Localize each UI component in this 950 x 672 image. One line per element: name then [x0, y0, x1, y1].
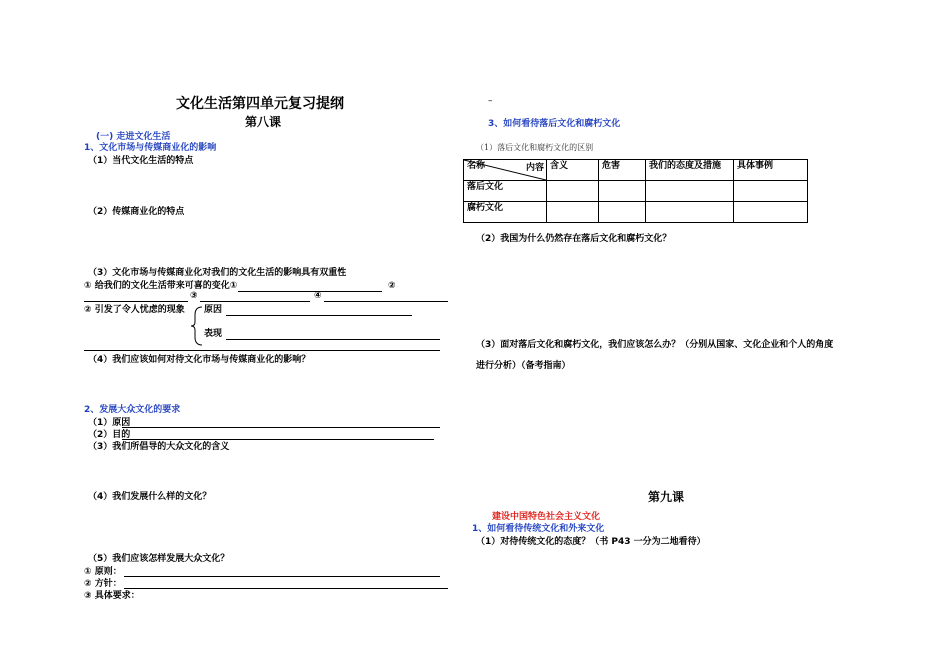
lesson-9-title: 第九课 — [648, 490, 685, 504]
table-header: 我们的态度及措施 — [646, 160, 734, 181]
answer-line — [124, 588, 448, 589]
question-3-3-line2: 进行分析）（备考指南） — [476, 361, 571, 371]
question-2-4: （4）我们发展什么样的文化？ — [88, 492, 212, 502]
row-label: 落后文化 — [464, 181, 547, 202]
table-cell — [646, 181, 734, 202]
answer-line — [200, 301, 310, 302]
lesson-9-subtitle: 建设中国特色社会主义文化 — [492, 512, 601, 522]
table-header: 具体事例 — [734, 160, 808, 181]
manifestation-label: 表现 — [204, 329, 223, 339]
blank-number-2: ② — [388, 281, 396, 291]
stray-dash: – — [488, 96, 493, 106]
question-2-2: （2）目的 — [88, 430, 131, 440]
question-9-1: （1）对待传统文化的态度？（书 P43 一分为二地看待） — [476, 537, 706, 547]
heading-mass-culture: 2、发展大众文化的要求 — [84, 405, 181, 415]
policy-label: ② 方针： — [84, 579, 122, 589]
question-3-2: （2）我国为什么仍然存在落后文化和腐朽文化？ — [476, 234, 672, 244]
row-label: 腐朽文化 — [464, 202, 547, 223]
blank-number-4: ④ — [314, 291, 322, 301]
blank-number-3: ③ — [190, 291, 198, 301]
answer-line — [226, 339, 440, 340]
worrying-phenomenon-label: ② 引发了令人忧虑的现象 — [84, 305, 185, 315]
table-cell — [599, 181, 646, 202]
corner-content: 内容 — [525, 163, 544, 173]
brace-icon — [190, 305, 204, 347]
answer-line — [84, 301, 188, 302]
heading-traditional-culture: 1、如何看待传统文化和外来文化 — [472, 524, 605, 534]
question-2-1: （1）原因 — [88, 418, 131, 428]
principle-label: ① 原则： — [84, 567, 122, 577]
table-header: 危害 — [599, 160, 646, 181]
question-1-4: （4）我们应该如何对待文化市场与传媒商业化的影响？ — [88, 355, 311, 365]
table-corner-cell — [464, 160, 547, 181]
corner-name: 名称 — [467, 161, 486, 171]
answer-line — [124, 576, 440, 577]
answer-line — [122, 439, 434, 440]
comparison-table — [463, 159, 808, 223]
table-cell — [646, 202, 734, 223]
question-1-1: （1）当代文化生活的特点 — [88, 156, 194, 166]
table-row — [464, 181, 808, 202]
lesson-8-title: 第八课 — [245, 115, 282, 129]
cause-label: 原因 — [204, 305, 223, 315]
table-cell — [547, 202, 599, 223]
table-cell — [734, 202, 808, 223]
table-header: 含义 — [547, 160, 599, 181]
heading-culture-market: 1、文化市场与传媒商业化的影响 — [84, 143, 217, 153]
answer-line — [238, 291, 382, 292]
question-1-2: （2）传媒商业化的特点 — [88, 207, 185, 217]
section-heading-1: (一) 走进文化生活 — [96, 132, 171, 142]
answer-line — [122, 427, 440, 428]
heading-backward-culture: 3、如何看待落后文化和腐朽文化 — [488, 119, 621, 129]
table-header-row — [464, 160, 808, 181]
table-row — [464, 202, 808, 223]
table-cell — [547, 181, 599, 202]
answer-line — [84, 350, 440, 351]
question-2-3: （3）我们所倡导的大众文化的含义 — [88, 442, 230, 452]
question-1-3: （3）文化市场与传媒商业化对我们的文化生活的影响具有双重性 — [88, 268, 347, 278]
table-cell — [734, 181, 808, 202]
table-cell — [599, 202, 646, 223]
question-2-5: （5）我们应该怎样发展大众文化？ — [88, 554, 230, 564]
table-caption: （1）落后文化和腐朽文化的区别 — [476, 143, 594, 152]
document-title: 文化生活第四单元复习提纲 — [176, 96, 344, 112]
answer-line — [226, 315, 412, 316]
question-3-3-line1: （3）面对落后文化和腐朽文化，我们应该怎么办？（分别从国家、文化企业和个人的角度 — [476, 340, 834, 350]
answer-line — [324, 301, 448, 302]
positive-change-label: ① 给我们的文化生活带来可喜的变化① — [84, 281, 238, 291]
requirements-label: ③ 具体要求： — [84, 591, 140, 601]
